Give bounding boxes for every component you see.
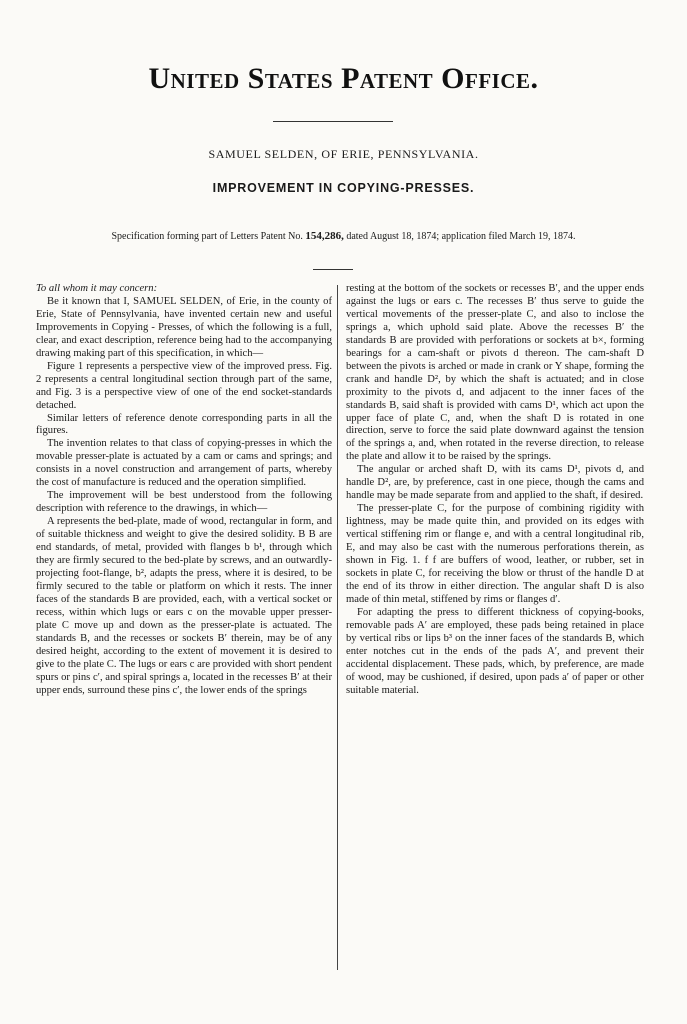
inventor-line: SAMUEL SELDEN, OF ERIE, PENNSYLVANIA. bbox=[208, 147, 479, 161]
paragraph: The invention relates to that class of copying-presses in which the movable presser-plate is actuated by a cam or cams and springs; and consists in a novel construction and arrangement of parts, whereby the cost of manufacture is reduced and the operation simplified. bbox=[36, 438, 332, 489]
left-column bbox=[36, 283, 332, 698]
patent-number: 154,286, bbox=[305, 230, 344, 242]
right-column bbox=[346, 283, 644, 698]
spec-rule bbox=[313, 269, 353, 270]
paragraph: Similar letters of reference denote corresponding parts in all the figures. bbox=[36, 412, 332, 437]
paragraph: resting at the bottom of the sockets or recesses B′, and the upper ends against the lugs or ears c. The recesses B′ thus serve to guide the vertical movements of the presser-plate C, and also to inclose the springs a, which uphold said plate. Above the recesses B′ the standards B are provided with perforations or sockets at b×, forming bearings for a cam-shaft or pivots d thereon. The cam-shaft D between the pivots is arched or made in crank or Y shape, forming the crank and handle D², by which the shaft is actuated; and in close proximity to the pivots d, and adjacent to the inner faces of the standards B, said shaft is provided with cams D¹, which act upon the upper face of plate C, and, when the shaft D is rotated in one direction, serve to force the said plate downward against the tension of the springs a, and, when rotated in the reverse direction, to release the plate and allow it to be raised by the springs. bbox=[346, 283, 644, 463]
title-rule bbox=[273, 121, 393, 122]
office-title: United States Patent Office. bbox=[148, 62, 539, 95]
salutation: To all whom it may concern: bbox=[36, 283, 158, 294]
specification-line bbox=[60, 229, 627, 244]
paragraph: For adapting the press to different thickness of copying-books, removable pads A′ are employed, these pads being retained in place by vertical ribs or lips b³ on the inner faces of the standards B, which enter notches cut in the ends of the pads A′, and prevent their accidental displacement. These pads, which, by preference, are made of wood, may be cushioned, if desired, upon pads a′ of paper or other suitable material. bbox=[346, 606, 644, 696]
spec-prefix: Specification forming part of Letters Patent No. bbox=[111, 231, 303, 242]
paragraph: The presser-plate C, for the purpose of combining rigidity with lightness, may be made quite thin, and provided on its edges with vertical stiffening rim or flange e, and with a central longitudinal rib, E, and may also be cast with the numerous perforations therein, as shown in Fig. 1. f f are buffers of wood, leather, or rubber, set in sockets in plate C, for receiving the blow or thrust of the handle D at the end of its throw in either direction. The angular shaft D is also made of thin metal, stiffened by rims or flanges d′. bbox=[346, 503, 644, 605]
paragraph: Be it known that I, SAMUEL SELDEN, of Erie, in the county of Erie, State of Pennsylvania, have invented certain new and useful Improvements in Copying - Presses, of which the following is a full, clear, and exact description, reference being had to the accompanying drawing making part of this specification, in which— bbox=[36, 295, 332, 359]
paragraph: The angular or arched shaft D, with its cams D¹, pivots d, and handle D², are, by preference, cast in one piece, though the cams and handle may be made separate from and applied to the shaft, if desired. bbox=[346, 464, 644, 502]
improvement-title: IMPROVEMENT IN COPYING-PRESSES. bbox=[212, 181, 475, 195]
column-divider bbox=[337, 285, 338, 970]
paragraph: The improvement will be best understood from the following description with reference to the drawings, in which— bbox=[36, 490, 332, 515]
paragraph: Figure 1 represents a perspective view of the improved press. Fig. 2 represents a central longitudinal section through part of the same, and Fig. 3 is a perspective view of one of the end socket-standards detached. bbox=[36, 360, 332, 411]
paragraph: A represents the bed-plate, made of wood, rectangular in form, and of suitable thickness and weight to give the desired solidity. B B are end standards, of metal, provided with flanges b b¹, through which they are firmly secured to the bed-plate by screws, and an outwardly-projecting foot-flange, b², adapts the press, where it is desired, to be firmly secured to the table or platform on which it rests. The inner faces of the standards B are provided, each, with a vertical socket or recess, within which lugs or ears c on the movable upper presser-plate C move up and down as the presser-plate is actuated. The standards B, and the recesses or sockets B′ therein, may be of any desired height, according to the extent of movement it is desired to give to the plate C. The lugs or ears c are provided with short pendent spurs or pins c′, and spiral springs a, located in the recesses B′ at their upper ends, surround these pins c′, the lower ends of the springs bbox=[36, 516, 332, 696]
spec-suffix: dated August 18, 1874; application filed March 19, 1874. bbox=[346, 231, 576, 242]
